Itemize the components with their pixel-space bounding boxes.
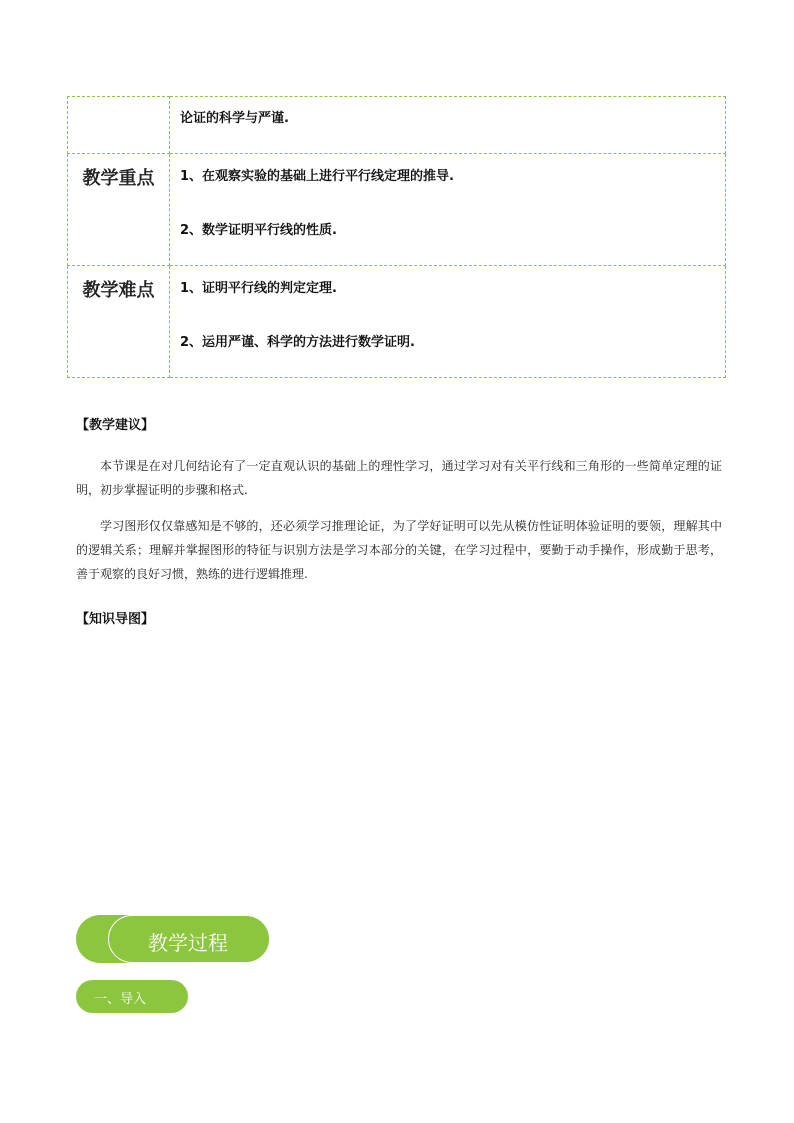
empty-label-cell [68,97,170,154]
teaching-process-title: 教学过程 [148,931,228,955]
row1-text: 论证的科学与严谨. [180,111,289,126]
suggestion-paragraph: 学习图形仅仅靠感知是不够的，还必须学习推理论证，为了学好证明可以先从模仿性证明体验证明的要领，理解其中的逻辑关系；理解并掌握图形的特征与识别方法是学习本部分的关键，在学习过程中，要勤于动手操作，形成勤于思考，善于观察的良好习惯，熟练的进行逻辑推理. [76,519,722,581]
difficulty-item: 2、运用严谨、科学的方法进行数学证明. [180,335,415,350]
difficulties-content-cell [170,266,726,378]
difficulty-item: 1、证明平行线的判定定理. [180,281,337,296]
intro-section-label: 一、导入 [94,992,147,1007]
suggestions-heading: 【教学建议】 [76,418,155,433]
suggestion-paragraph: 本节课是在对几何结论有了一定直观认识的基础上的理性学习，通过学习对有关平行线和三角形的一些简单定理的证明，初步掌握证明的步骤和格式. [76,459,722,497]
intro-section-badge [76,980,188,1013]
key-points-label: 教学重点 [82,168,155,189]
key-point-item: 2、数学证明平行线的性质. [180,223,337,238]
key-point-item: 1、在观察实验的基础上进行平行线定理的推导. [180,169,454,184]
row1-content-cell [170,97,726,154]
difficulties-label: 教学难点 [82,280,155,301]
key-points-content-cell [170,154,726,266]
teaching-process-banner [76,915,270,963]
key-points-label-cell [68,154,170,266]
objectives-table [67,96,726,378]
difficulties-label-cell [68,266,170,378]
mindmap-heading: 【知识导图】 [76,612,155,627]
